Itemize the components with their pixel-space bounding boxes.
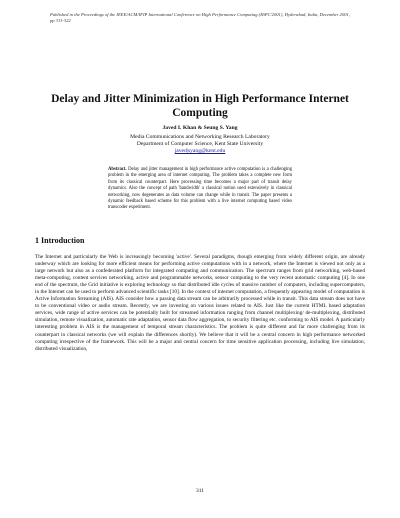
author-email-link[interactable]: javed|syang@kent.edu	[174, 148, 226, 154]
page-number: 311	[195, 488, 205, 494]
author-names: Javed I. Khan & Seung S. Yang	[162, 125, 238, 131]
section-heading: 1 Introduction	[35, 236, 85, 245]
abstract	[108, 167, 292, 212]
introduction-body	[35, 254, 365, 353]
abstract-text: Delay and jitter management in high performance active computation is a challenging problem in the emerging area of internet computing. The problem takes a complete new form from its classical counterpart. Here processing time becomes a major part of transit delay dynamics. Also the concept of path 'bandwidth' a classical notion used extensively in classical networking, now degenerates as data volume can change while in transit. The paper presents a dynamic feedback based scheme for this problem with a live internet computing based video transcoder experiment.	[108, 167, 292, 211]
author-block	[60, 125, 340, 155]
author-dept: Department of Computer Science, Kent State University	[136, 141, 264, 147]
paper-title: Delay and Jitter Minimization in High Performance Internet Computing	[51, 93, 349, 119]
introduction-paragraph: The Internet and particularly the Web is increasingly becoming 'active'. Several paradigms, though emerging from widely different origin, are already underway which are looking for more efficient means for performing active computations with in a network, where the Internet is viewed not only as a large network but also as a confederated platform for integrated computing and communication. The spectrum ranges from grid networking, web-based meta-computing, content services networking, active and programmable networks, sensor computing to the very recent automatic computing [4]. In one end of the spectrum, the Grid initiative is exploring technology so that distributed idle cycles of massive number of computers, including supercomputers, in the Internet can be used to perform advanced scientific tasks [10]. In the context of internet computation, a frequently appearing model of computation is Active Information Streaming (AIS). AIS consider how a passing data stream can be arbitrarily processed while in transit. This data stream does not have to be conventional video or audio stream. Recently, we are investing on various issues related to AIS. Just like the current HTML based adaptation services, wide range of active services can be potentially built for streamed information ranging from channel multiplexing/ de-multiplexing, distributed simulation, remote visualization, automatic rate adaptation, sensor data flow aggregation, to security filtering etc. conforming to AIS model. A particularly interesting problem in AIS is the management of temporal stream characteristics. The problem is quite different and far more challenging from its counterpart in classical networks (we will explain the differences shortly). We believe that it will be a central concern in high performance networked computing irrespective of the framework. This will be a major and central concern for time sensitive application processing, including live simulation, distributed visualization,	[35, 254, 365, 352]
abstract-label: Abstract.	[108, 167, 127, 172]
author-lab: Media Communications and Networking Research Laboratory	[130, 134, 270, 140]
publication-note: Published in the Proceedings of the IEEE/ACM/IFIP International Conference on High Performance Computing (HiPC'2001), Hyderabad, India, December 2001, pp 311-322	[50, 12, 350, 23]
